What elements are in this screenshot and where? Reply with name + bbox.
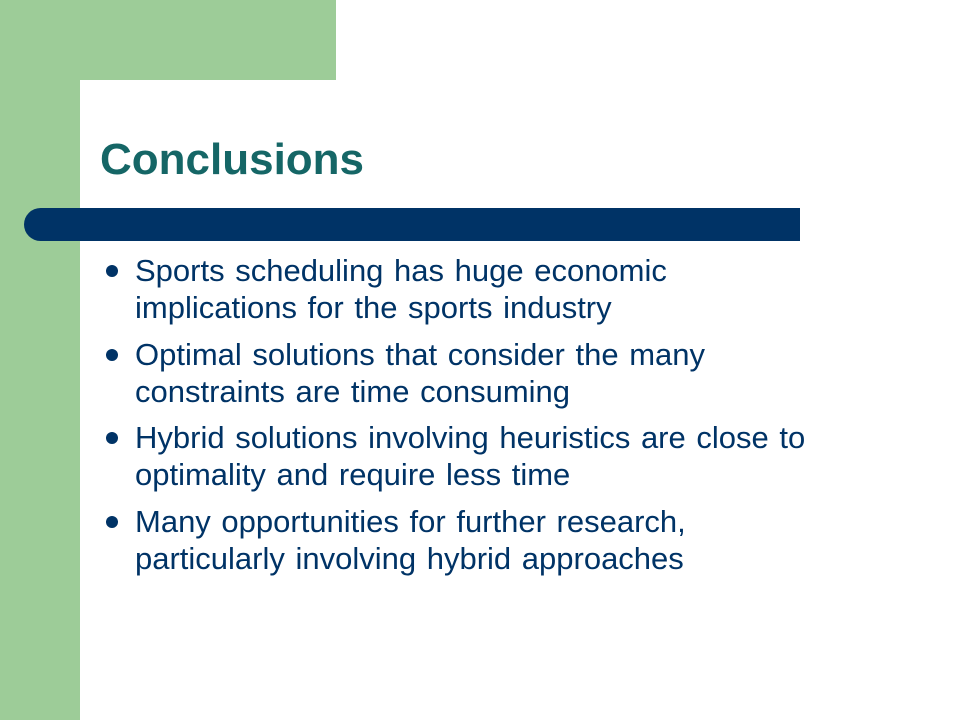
bullet-dot-icon bbox=[106, 349, 118, 361]
bullet-dot-icon bbox=[106, 265, 118, 277]
bullet-item bbox=[100, 419, 820, 493]
green-sidebar-band bbox=[0, 0, 80, 720]
slide-title: Conclusions bbox=[100, 135, 365, 184]
bullet-text: Optimal solutions that consider the many constraints are time consuming bbox=[135, 336, 705, 409]
bullet-item bbox=[100, 336, 820, 410]
title-underline-bar bbox=[24, 208, 800, 241]
bullet-dot-icon bbox=[106, 516, 118, 528]
bullet-text: Many opportunities for further research, particularly involving hybrid approaches bbox=[135, 503, 686, 576]
bullet-text: Hybrid solutions involving heuristics are close to optimality and require less time bbox=[135, 420, 806, 492]
bullet-dot-icon bbox=[106, 432, 118, 444]
green-top-band bbox=[0, 0, 336, 80]
bullet-list bbox=[100, 252, 820, 586]
bullet-text: Sports scheduling has huge economic implications for the sports industry bbox=[135, 253, 667, 325]
bullet-item bbox=[100, 503, 820, 577]
bullet-item bbox=[100, 252, 820, 326]
